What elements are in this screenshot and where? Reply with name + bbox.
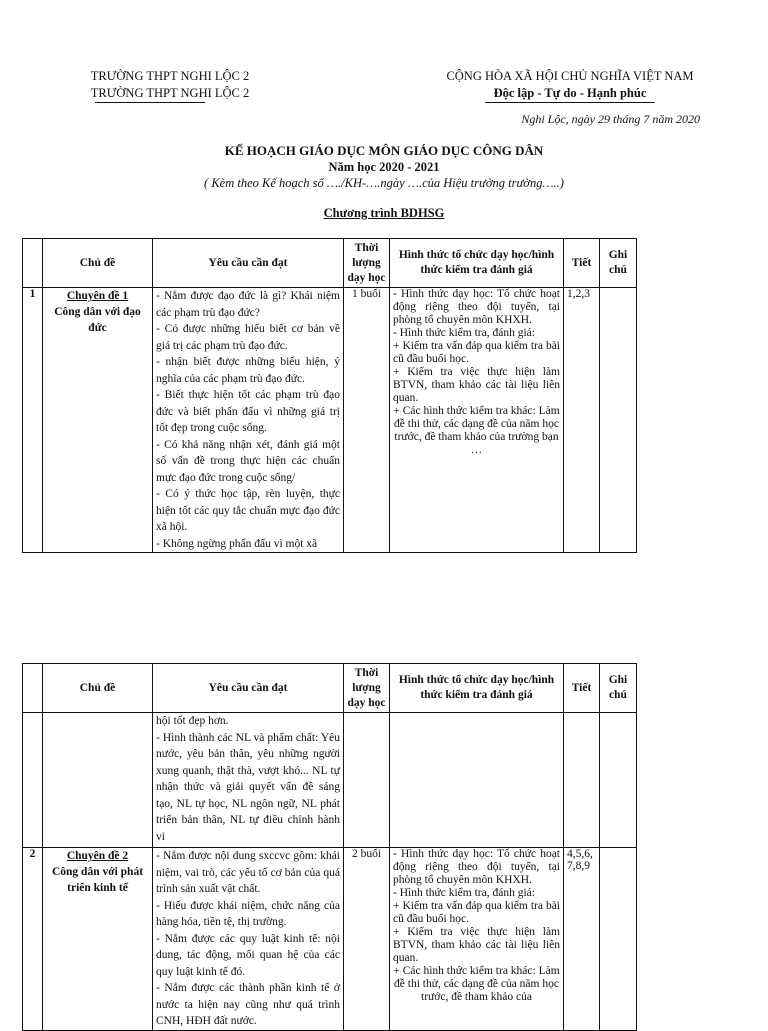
requirement-item: hội tốt đẹp hơn.: [156, 715, 229, 727]
method-item: + Các hình thức kiểm tra khác: Làm đề thi thử, các dạng đề của năm học trước, đề tham khảo của: [393, 965, 560, 1003]
method-item: - Hình thức dạy học: Tổ chức hoạt động riêng theo đội tuyển, tại phòng tổ chuyên môn KHXH.: [393, 848, 560, 886]
header-requirements: Yêu cầu cần đạt: [153, 664, 344, 713]
method-item: - Hình thức kiểm tra, đánh giá:: [393, 887, 535, 899]
method-item: + Kiểm tra việc thực hiện làm BTVN, tham khảo các tài liệu liên quan.: [393, 366, 560, 404]
duration-cell: 1 buổi: [344, 288, 390, 553]
table-row: [23, 848, 637, 1031]
header-duration: Thời lượng dạy học: [344, 239, 390, 288]
duration-cell: 2 buổi: [344, 848, 390, 1031]
note-cell: [600, 848, 637, 1031]
periods-line: 7,8,9: [567, 860, 590, 872]
requirement-item: - Có khả năng nhận xét, đánh giá một số vấn đề trong thực hiện các chuẩn mực đạo đức trong cuộc sống/: [156, 438, 340, 484]
school-header: [70, 68, 270, 102]
header-periods: Tiết: [564, 239, 600, 288]
school-name-line1: TRƯỜNG THPT NGHI LỘC 2: [90, 69, 250, 83]
method-item: - Hình thức dạy học: Tổ chức hoạt động riêng theo đội tuyển, tại phòng tổ chuyên môn KHXH.: [393, 288, 560, 326]
requirement-item: - Có ý thức học tập, rèn luyện, thực hiện tốt các quy tắc chuẩn mực đạo đức xã hội.: [156, 488, 340, 533]
nation-header: [430, 68, 710, 102]
requirement-item: - Hình thành các NL và phẩm chất: Yêu nước, yêu bản thân, yêu những người xung quanh, thật thà, vượt khó... NL tự nhận thức và giải quyết vấn đề sáng tạo, NL tự học, NL ngôn ngữ, NL phát triển bản thân, NL tự điều chỉnh hành vi: [156, 731, 340, 843]
header-no: [23, 664, 43, 713]
topic-cell: [43, 288, 153, 553]
school-year: Năm học 2020 - 2021: [328, 160, 440, 174]
method-item: + Kiểm tra vấn đáp qua kiểm tra bài cũ đầu buổi học.: [393, 340, 560, 365]
national-motto: Độc lập - Tự do - Hạnh phúc: [493, 86, 647, 100]
method-cell: [390, 288, 564, 553]
topic-cell: [43, 713, 153, 848]
row-number: 2: [23, 848, 43, 1031]
note-cell: [600, 288, 637, 553]
requirement-item: - Nắm được các quy luật kinh tế: nội dung, tác động, mối quan hệ của các quy luật kinh tế đó.: [156, 932, 340, 978]
header-topic: Chủ đề: [43, 239, 153, 288]
requirement-item: - Nắm được nội dung sxccvc gồm: khái niệm, vai trò, các yếu tố cơ bản của quá trình sản xuất vật chất.: [156, 850, 340, 895]
table-row: [23, 288, 637, 553]
requirements-cell: [153, 713, 344, 848]
document-title-block: [120, 143, 648, 191]
school-name-line2: TRƯỜNG THPT NGHI LỘC 2: [90, 86, 250, 100]
header-method: Hình thức tổ chức dạy học/hình thức kiểm tra đánh giá: [390, 664, 564, 713]
requirement-item: - nhận biết được những biểu hiện, ý nghĩa của các phạm trù đạo đức.: [156, 356, 340, 385]
table-row: [23, 713, 637, 848]
requirements-cell: [153, 288, 344, 553]
topic-title: Chuyên đề 2: [66, 850, 129, 862]
motto-underline: [485, 102, 655, 103]
requirement-item: - Hiểu được khái niệm, chức năng của hàng hóa, tiền tệ, thị trường.: [156, 899, 340, 928]
nation-title: CỘNG HÒA XÃ HỘI CHỦ NGHĨA VIỆT NAM: [446, 69, 694, 83]
section-title: Chương trình BDHSG: [323, 206, 445, 220]
header-no: [23, 239, 43, 288]
method-item: + Kiểm tra việc thực hiện làm BTVN, tham khảo các tài liệu liên quan.: [393, 926, 560, 964]
header-requirements: Yêu cầu cần đạt: [153, 239, 344, 288]
date-line: Nghi Lộc, ngày 29 tháng 7 năm 2020: [521, 112, 700, 126]
school-underline: [95, 102, 205, 103]
method-cell: [390, 848, 564, 1031]
document-title: KẾ HOẠCH GIÁO DỤC MÔN GIÁO DỤC CÔNG DÂN: [224, 143, 544, 158]
topic-title: Chuyên đề 1: [66, 290, 129, 302]
duration-cell: [344, 713, 390, 848]
header-note: Ghi chú: [600, 239, 637, 288]
header-topic: Chủ đề: [43, 664, 153, 713]
header-periods: Tiết: [564, 664, 600, 713]
requirement-item: - Nắm được các thành phần kinh tế ở nước ta hiện nay cũng như quá trình CNH, HĐH đất nước.: [156, 982, 340, 1027]
note-cell: [600, 713, 637, 848]
periods-line: 4,5,6,: [567, 848, 593, 860]
method-item: - Hình thức kiểm tra, đánh giá:: [393, 327, 535, 339]
requirement-item: - Biết thực hiện tốt các phạm trù đạo đức và biết phấn đấu vì những giá trị tốt đẹp trong cuộc sống.: [156, 389, 340, 434]
header-duration: Thời lượng dạy học: [344, 664, 390, 713]
method-item: + Các hình thức kiểm tra khác: Làm đề thi thử, các dạng đề của năm học trước, đề tham khảo của trường bạn …: [393, 405, 560, 456]
topic-name: Công dân với phát triển kinh tế: [51, 866, 144, 894]
row-number: 1: [23, 288, 43, 553]
requirement-item: - Không ngừng phấn đấu vì một xã: [156, 537, 318, 550]
header-note: Ghi chú: [600, 664, 637, 713]
header-method: Hình thức tổ chức dạy học/hình thức kiểm tra đánh giá: [390, 239, 564, 288]
requirement-item: - Nắm được đạo đức là gì? Khái niệm các phạm trù đạo đức?: [156, 290, 340, 319]
method-item: + Kiểm tra vấn đáp qua kiểm tra bài cũ đầu buổi học.: [393, 900, 560, 925]
plan-table-page2: [22, 663, 637, 1031]
topic-name: Công dân với đạo đức: [54, 306, 141, 334]
row-number: [23, 713, 43, 848]
plan-table-page1: [22, 238, 637, 553]
periods-cell: [564, 713, 600, 848]
table-header-row: [23, 239, 637, 288]
periods-cell: [564, 848, 600, 1031]
requirement-item: - Có được những hiểu biết cơ bản về giá trị các phạm trù đạo đức.: [156, 323, 340, 352]
method-cell: [390, 713, 564, 848]
table-header-row: [23, 664, 637, 713]
requirements-cell: [153, 848, 344, 1031]
attachment-note: ( Kèm theo Kế hoạch số …./KH-….ngày ….của Hiệu trưởng trường…..): [204, 176, 564, 190]
topic-cell: [43, 848, 153, 1031]
periods-cell: 1,2,3: [564, 288, 600, 553]
